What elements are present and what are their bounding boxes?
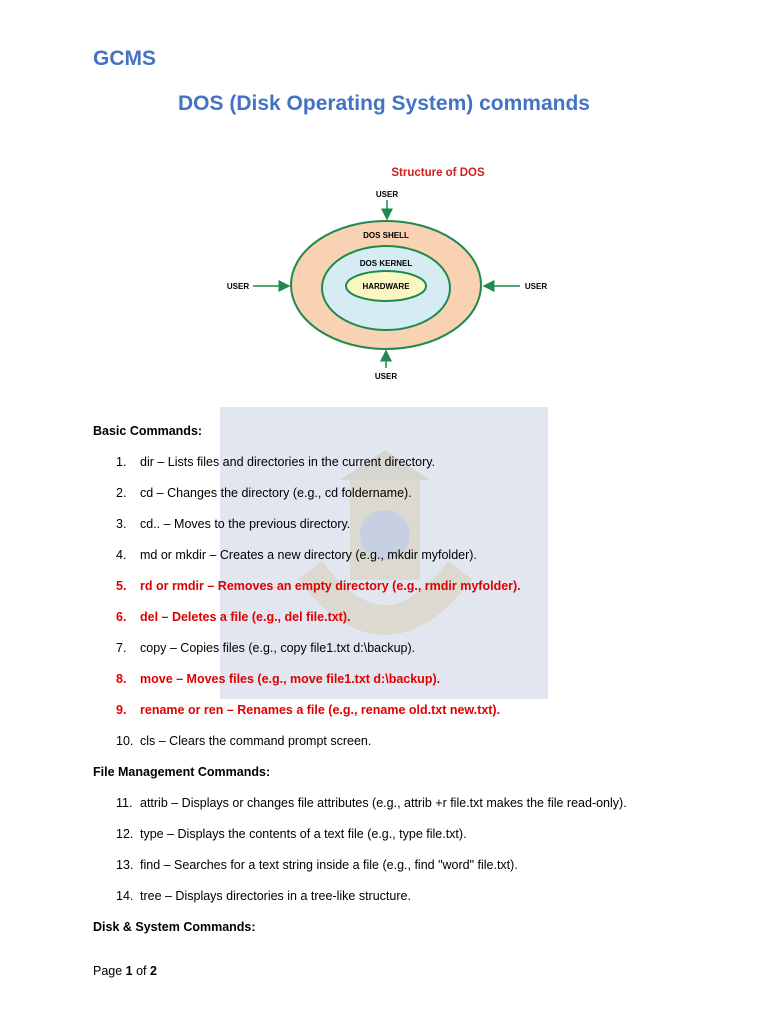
list-item <box>116 641 415 655</box>
item-text: attrib – Displays or changes file attributes (e.g., attrib +r file.txt makes the file read-only). <box>140 796 627 810</box>
user-left-label: USER <box>226 282 250 291</box>
dos-structure-diagram <box>198 158 570 386</box>
item-number: 14. <box>116 889 134 903</box>
item-number: 9. <box>116 703 127 717</box>
section-basic-commands: Basic Commands: <box>93 424 203 438</box>
item-text: dir – Lists files and directories in the current directory. <box>140 455 436 469</box>
item-number: 1. <box>116 455 127 469</box>
item-number: 2. <box>116 486 127 500</box>
item-text: cls – Clears the command prompt screen. <box>140 734 372 748</box>
footer-page-number: 1 <box>125 964 133 978</box>
dos-kernel-label: DOS KERNEL <box>359 259 413 268</box>
item-text: type – Displays the contents of a text file (e.g., type file.txt). <box>140 827 467 841</box>
list-item <box>116 734 371 748</box>
item-number: 13. <box>116 858 134 872</box>
item-number: 6. <box>116 610 127 624</box>
list-item <box>116 827 467 841</box>
list-item <box>116 517 350 531</box>
item-number: 8. <box>116 672 127 686</box>
list-item <box>116 548 477 562</box>
section-disk-system: Disk & System Commands: <box>93 920 256 934</box>
page-title: DOS (Disk Operating System) commands <box>178 92 590 115</box>
user-top-label: USER <box>375 190 399 199</box>
item-number: 3. <box>116 517 127 531</box>
list-item <box>116 610 350 624</box>
list-item <box>116 455 435 469</box>
item-number: 4. <box>116 548 127 562</box>
item-number: 10. <box>116 734 134 748</box>
item-number: 12. <box>116 827 134 841</box>
dos-shell-label: DOS SHELL <box>363 231 409 240</box>
user-bottom-label: USER <box>374 372 398 381</box>
item-text: rd or rmdir – Removes an empty directory (e.g., rmdir myfolder). <box>140 579 521 593</box>
list-item <box>116 889 411 903</box>
item-number: 7. <box>116 641 127 655</box>
list-item <box>116 672 440 686</box>
item-text: move – Moves files (e.g., move file1.txt d:\backup). <box>140 672 441 686</box>
item-text: cd.. – Moves to the previous directory. <box>140 517 351 531</box>
page-footer <box>93 964 157 978</box>
item-text: cd – Changes the directory (e.g., cd foldername). <box>140 486 412 500</box>
item-text: rename or ren – Renames a file (e.g., rename old.txt new.txt). <box>140 703 501 717</box>
item-text: md or mkdir – Creates a new directory (e.g., mkdir myfolder). <box>140 548 477 562</box>
list-item <box>116 858 518 872</box>
hardware-label: HARDWARE <box>362 282 410 291</box>
item-text: copy – Copies files (e.g., copy file1.txt d:\backup). <box>140 641 416 655</box>
footer-prefix: Page <box>93 964 126 978</box>
item-number: 11. <box>116 796 133 810</box>
item-number: 5. <box>116 579 127 593</box>
list-item <box>116 796 627 810</box>
item-text: tree – Displays directories in a tree-like structure. <box>140 889 411 903</box>
footer-of: of <box>132 964 150 978</box>
section-file-management: File Management Commands: <box>93 765 271 779</box>
list-item <box>116 703 500 717</box>
user-right-label: USER <box>524 282 548 291</box>
list-item <box>116 579 521 593</box>
header-org: GCMS <box>93 47 156 70</box>
item-text: find – Searches for a text string inside a file (e.g., find "word" file.txt). <box>140 858 518 872</box>
diagram-title: Structure of DOS <box>391 167 485 179</box>
footer-page-total: 2 <box>150 964 157 978</box>
list-item <box>116 486 412 500</box>
item-text: del – Deletes a file (e.g., del file.txt). <box>140 610 351 624</box>
